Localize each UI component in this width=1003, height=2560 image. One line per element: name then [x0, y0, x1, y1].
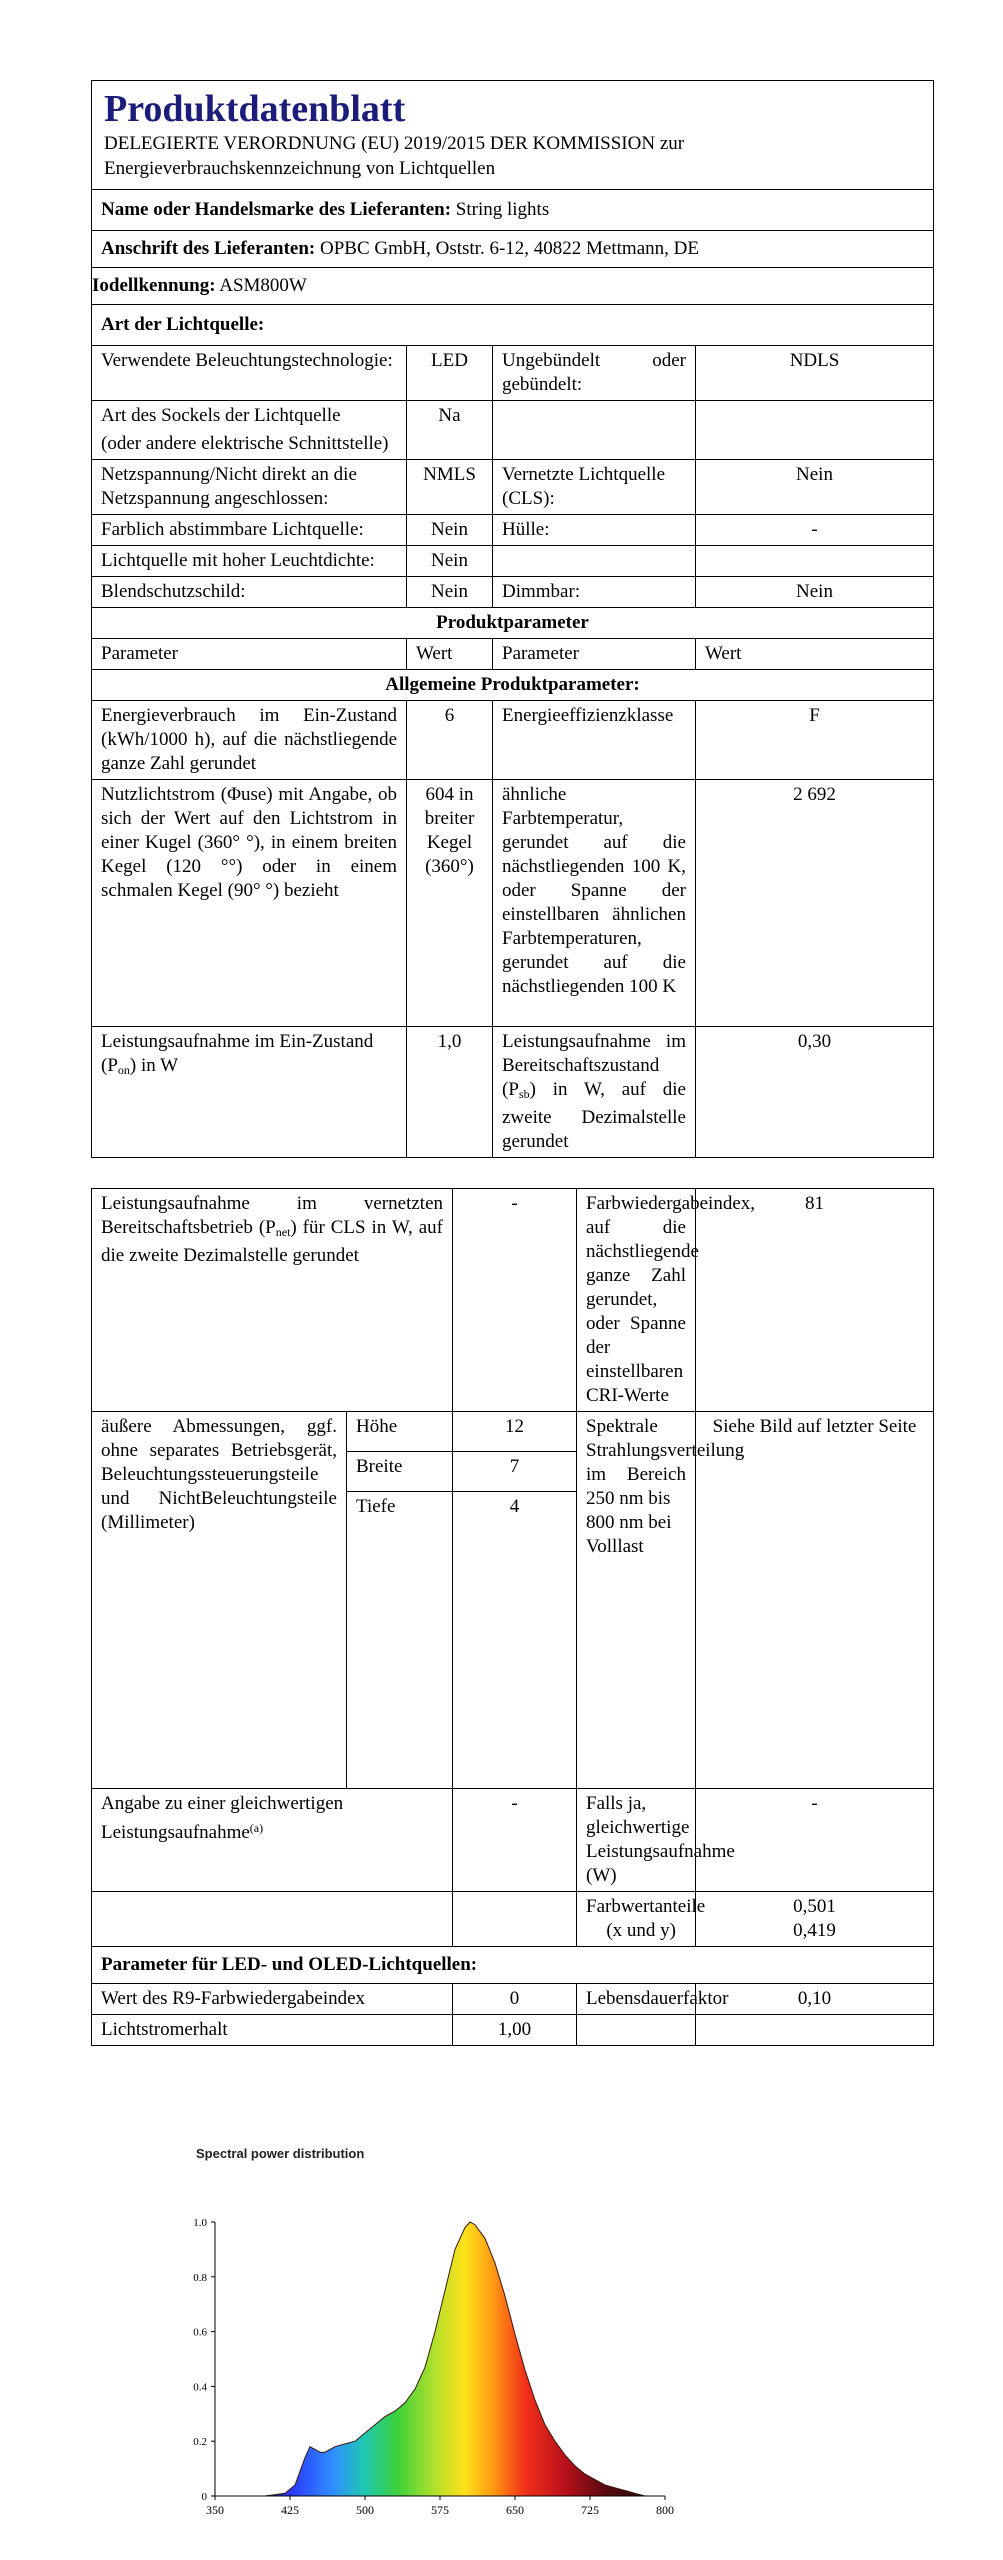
model-row — [92, 268, 934, 305]
glare-label: Blendschutzschild: — [92, 577, 407, 608]
equiv-sup: (a) — [249, 1821, 264, 1835]
y-tick-label: 0.2 — [193, 2436, 207, 2449]
flux-value: 604 in breiter Kegel (360°) — [407, 780, 493, 1027]
product-params-heading: Produktparameter — [92, 608, 934, 639]
y-tick-label: 0.6 — [193, 2326, 207, 2339]
supplier-address-label: Anschrift des Lieferanten: — [101, 238, 316, 259]
header-cell — [92, 81, 934, 190]
x-tick-label: 500 — [356, 2503, 374, 2517]
supplier-name-row — [92, 190, 934, 231]
chroma-label — [577, 1892, 706, 1947]
psb-label-post: ) in W, auf die zweite Dezimalstelle gerundet — [502, 1079, 686, 1152]
tech-value: LED — [407, 346, 493, 401]
maintenance-value: 1,00 — [453, 2015, 577, 2046]
envelope-label: Hülle: — [493, 515, 696, 546]
led-params-heading: Parameter für LED- und OLED-Lichtquellen: — [92, 1947, 934, 1984]
high-luminance-value: Nein — [407, 546, 493, 577]
chart-title: Spectral power distribution — [196, 2146, 365, 2161]
width-value: 7 — [453, 1452, 577, 1492]
equiv-label — [92, 1789, 453, 1892]
mains-value: NMLS — [407, 460, 493, 515]
cri-value: 81 — [696, 1189, 934, 1412]
cls-label: Vernetzte Lichtquelle (CLS): — [493, 460, 696, 515]
chroma-values — [696, 1892, 934, 1947]
x-tick-label: 800 — [656, 2503, 674, 2517]
pon-label-pre: Leistungsaufnahme im Ein-Zustand (P — [101, 1031, 374, 1076]
equiv-yes-value: - — [696, 1789, 934, 1892]
datasheet — [91, 80, 933, 2046]
mains-label: Netzspannung/Nicht direkt an die Netzspannung angeschlossen: — [92, 460, 407, 515]
depth-label: Tiefe — [347, 1492, 453, 1789]
class-label: Energieeffizienzklasse — [493, 701, 696, 780]
equiv-yes-label: Falls ja, gleichwertige Leistungsaufnahme (W) — [577, 1789, 696, 1892]
light-source-heading: Art der Lichtquelle: — [92, 305, 934, 346]
depth-value: 4 — [453, 1492, 577, 1789]
envelope-value: - — [696, 515, 934, 546]
chroma-x: 0,501 — [793, 1896, 836, 1917]
maintenance-label: Lichtstromerhalt — [92, 2015, 453, 2046]
socket-label-1: Art des Sockels der Lichtquelle — [101, 405, 341, 426]
supplier-name-label: Name oder Handelsmarke des Lieferanten: — [101, 199, 452, 220]
tunable-value: Nein — [407, 515, 493, 546]
r9-label: Wert des R9-Farbwiedergabeindex — [92, 1984, 453, 2015]
survival-label: Lebensdauerfaktor — [577, 1984, 696, 2015]
datasheet-table-2 — [91, 1188, 934, 2046]
supplier-address-value: OPBC GmbH, Oststr. 6-12, 40822 Mettmann, DE — [320, 238, 699, 259]
pnet-label — [92, 1189, 453, 1412]
socket-label-2: (oder andere elektrische Schnittstelle) — [101, 433, 389, 454]
cct-value: 2 692 — [696, 780, 934, 1027]
width-label: Breite — [347, 1452, 453, 1492]
cct-label: ähnliche Farbtemperatur, gerundet auf die nächstliegenden 100 K, oder Spanne der einstellbaren ähnlichen Farbtemperaturen, gerundet auf die nächstliegenden 100 K — [493, 780, 696, 1027]
col-param-1: Parameter — [92, 639, 407, 670]
socket-value: Na — [407, 401, 493, 460]
x-tick-label: 350 — [206, 2503, 224, 2517]
dimmable-value: Nein — [696, 577, 934, 608]
spd-value: Siehe Bild auf letzter Seite — [696, 1412, 934, 1789]
height-value: 12 — [453, 1412, 577, 1452]
equiv-label-pre: Angabe zu einer gleichwertigen Leistungsaufnahme — [101, 1793, 344, 1843]
psb-sub: sb — [518, 1087, 530, 1101]
equiv-value: - — [453, 1789, 577, 1892]
psb-label-pre: Leistungsaufnahme im Bereitschaftszustand (P — [502, 1031, 686, 1100]
col-value-1: Wert — [407, 639, 493, 670]
model-label: Iodellkennung: — [92, 275, 216, 296]
pon-sub: on — [117, 1063, 130, 1077]
glare-value: Nein — [407, 577, 493, 608]
y-tick-label: 1.0 — [193, 2217, 207, 2229]
page-title: Produktdatenblatt — [104, 88, 406, 130]
cri-label: Farbwiedergabeindex, auf die nächstliegende ganze Zahl gerundet, oder Spanne der einstellbaren CRI-Werte — [577, 1189, 696, 1412]
flux-label: Nutzlichtstrom (Φuse) mit Angabe, ob sich der Wert auf den Lichtstrom in einer Kugel (360° °), in einem breiten Kegel (120 °°) oder in einem schmalen Kegel (90° °) bezieht — [92, 780, 407, 1027]
tunable-label: Farblich abstimmbare Lichtquelle: — [92, 515, 407, 546]
class-value: F — [696, 701, 934, 780]
energy-label: Energieverbrauch im Ein-Zustand (kWh/1000 h), auf die nächstliegende ganze Zahl gerundet — [92, 701, 407, 780]
psb-label — [493, 1027, 696, 1158]
chroma-y: 0,419 — [793, 1920, 836, 1941]
psb-value: 0,30 — [696, 1027, 934, 1158]
y-tick-label: 0.4 — [193, 2381, 207, 2394]
spectrum-curve — [245, 2222, 645, 2496]
general-params-heading: Allgemeine Produktparameter: — [92, 670, 934, 701]
pon-label — [92, 1027, 407, 1158]
x-tick-label: 650 — [506, 2503, 524, 2517]
subtitle-line-1: DELEGIERTE VERORDNUNG (EU) 2019/2015 DER KOMMISSION zur — [104, 133, 685, 154]
bundled-value: NDLS — [696, 346, 934, 401]
subtitle-line-2: Energieverbrauchskennzeichnung von Lichtquellen — [104, 158, 496, 179]
bundled-label: Ungebündelt oder gebündelt: — [493, 346, 696, 401]
cls-value: Nein — [696, 460, 934, 515]
r9-value: 0 — [453, 1984, 577, 2015]
socket-cell — [92, 401, 407, 460]
height-label: Höhe — [347, 1412, 453, 1452]
supplier-address-row — [92, 231, 934, 268]
pnet-label-post: ) für CLS in W, auf die zweite Dezimalstelle gerundet — [101, 1217, 443, 1266]
col-param-2: Parameter — [493, 639, 696, 670]
spd-label-1: Spektrale Strahlungsverteilung im Bereich 250 nm bis — [586, 1416, 745, 1509]
dimmable-label: Dimmbar: — [493, 577, 696, 608]
chroma-label-1: Farbwertanteile — [586, 1896, 706, 1917]
col-value-2: Wert — [696, 639, 934, 670]
spectrum-area — [245, 2222, 645, 2496]
spd-label-2: 800 nm bei Volllast — [586, 1512, 672, 1557]
dims-label: äußere Abmessungen, ggf. ohne separates Betriebsgerät, Beleuchtungssteuerungsteile und NichtBeleuchtungsteile (Millimeter) — [92, 1412, 347, 1789]
chroma-label-2: (x und y) — [606, 1920, 676, 1941]
pnet-value: - — [453, 1189, 577, 1412]
pon-value: 1,0 — [407, 1027, 493, 1158]
datasheet-table-1 — [91, 80, 934, 1158]
survival-value: 0,10 — [696, 1984, 934, 2015]
pnet-label-pre: Leistungsaufnahme im vernetzten Bereitschaftsbetrieb (P — [101, 1193, 443, 1238]
pon-label-post: ) in W — [129, 1055, 179, 1076]
tech-label: Verwendete Beleuchtungstechnologie: — [92, 346, 407, 401]
y-tick-label: 0.8 — [193, 2271, 207, 2284]
x-tick-label: 425 — [281, 2503, 299, 2517]
y-tick-label: 0 — [201, 2491, 207, 2503]
supplier-name-value: String lights — [455, 199, 550, 220]
x-tick-label: 575 — [431, 2503, 449, 2517]
pnet-sub: net — [275, 1225, 291, 1239]
spd-cell — [577, 1412, 745, 1789]
model-value: ASM800W — [219, 275, 307, 296]
high-luminance-label: Lichtquelle mit hoher Leuchtdichte: — [92, 546, 407, 577]
x-tick-label: 725 — [581, 2503, 599, 2517]
energy-value: 6 — [407, 701, 493, 780]
